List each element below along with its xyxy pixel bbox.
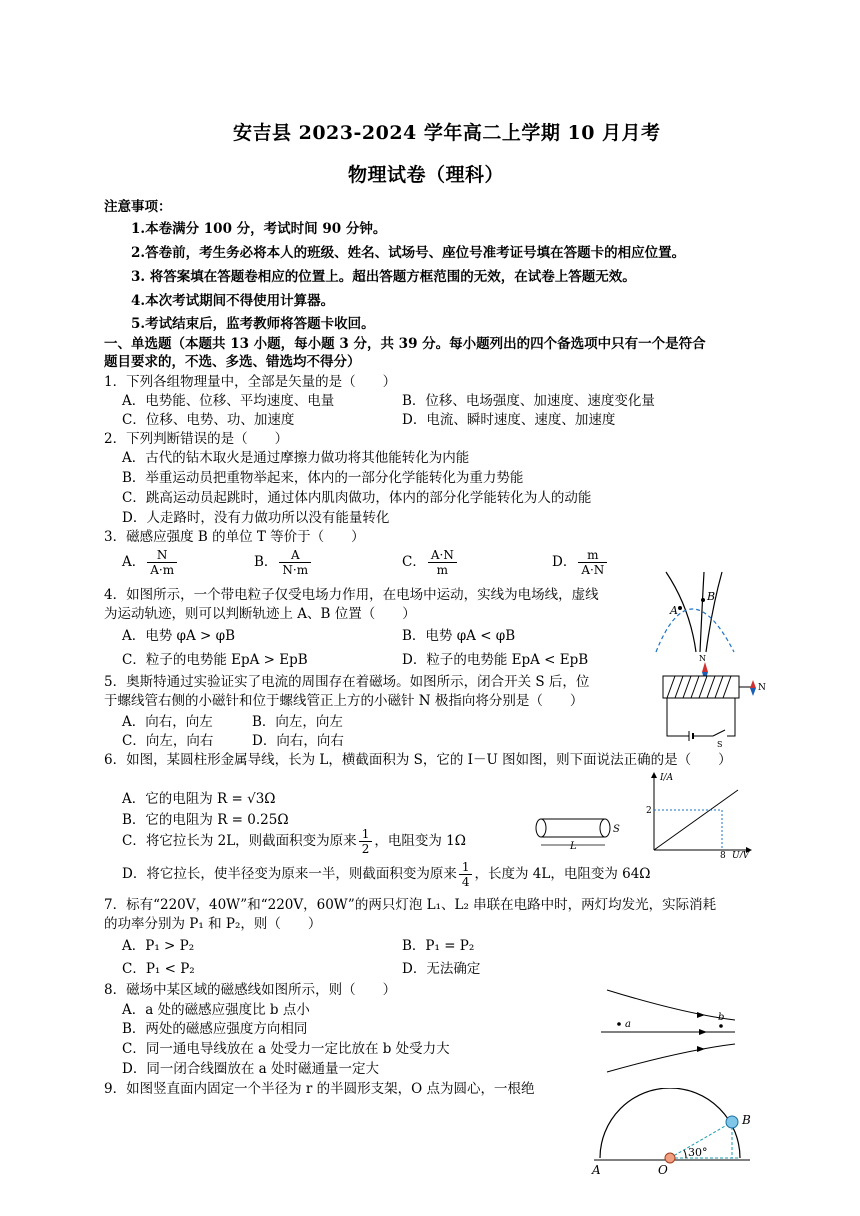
- q5-option-d: D．向右，向右: [252, 733, 344, 749]
- point-a-label: A: [592, 1163, 601, 1176]
- q5-solenoid-diagram: [655, 652, 770, 748]
- numerator: 1: [359, 827, 373, 842]
- q8-option-c: C．同一通电导线放在 a 处受力一定比放在 b 处受力大: [122, 1041, 450, 1057]
- point-o-label: O: [658, 1163, 668, 1176]
- needle-n-label: N: [699, 654, 706, 663]
- q5-option-b: B．向左，向左: [252, 714, 343, 730]
- q4-stem: 4．如图所示，一个带电粒子仅受电场力作用，在电场中运动，实线为电场线，虚线: [104, 587, 599, 603]
- y-axis-label: I/A: [660, 773, 674, 783]
- q5-stem: 5．奥斯特通过实验证实了电流的周围存在着磁场。如图所示，闭合开关 S 后，位: [104, 674, 590, 690]
- exam-subtitle: 物理试卷（理科）: [348, 164, 505, 186]
- denominator: N·m: [282, 563, 309, 577]
- q4-field-diagram: [650, 568, 740, 656]
- numerator: A·N: [428, 548, 457, 563]
- q8-option-b: B．两处的磁感应强度方向相同: [122, 1021, 308, 1037]
- notice-item: 4.本次考试期间不得使用计算器。: [131, 293, 335, 309]
- q6-option-a: A．它的电阻为 R = √3Ω: [122, 791, 276, 807]
- angle-label: 30°: [688, 1146, 708, 1159]
- fraction: [428, 548, 457, 577]
- y-tick-label: 2: [646, 806, 652, 816]
- q1-option-d: D．电流、瞬时速度、速度、加速度: [402, 412, 616, 428]
- notice-item: 5.考试结束后，监考教师将答题卡收回。: [131, 316, 375, 332]
- q7-stem-cont: 的功率分别为 P₁ 和 P₂，则（ ）: [104, 916, 322, 932]
- numerator: 1: [459, 860, 473, 875]
- q4-option-d: D．粒子的电势能 EpA < EpB: [402, 652, 589, 668]
- section-heading-cont: 题目要求的，不选、多选、错选均不得分）: [104, 354, 361, 370]
- q1-option-b: B．位移、电场强度、加速度、速度变化量: [402, 393, 655, 409]
- q1-option-a: A．电势能、位移、平均速度、电量: [122, 393, 335, 409]
- q4-option-c: C．粒子的电势能 EpA > EpB: [122, 652, 308, 668]
- denominator: A·N: [581, 563, 605, 577]
- q1-stem: 1．下列各组物理量中，全部是矢量的是（ ）: [104, 374, 397, 390]
- q5-option-c: C．向左，向右: [122, 733, 214, 749]
- notice-heading: 注意事项：: [104, 199, 172, 215]
- option-letter: A．: [122, 554, 146, 570]
- denominator: 2: [361, 842, 370, 856]
- fraction: [359, 827, 373, 856]
- option-letter: C．: [402, 554, 426, 570]
- q1-option-c: C．位移、电势、功、加速度: [122, 412, 295, 428]
- notice-item: 2.答卷前，考生务必将本人的班级、姓名、试场号、座位号准考证号填在答题卡的相应位置。: [131, 245, 686, 261]
- q5-option-a: A．向右，向左: [122, 714, 213, 730]
- q3-option-d: [552, 548, 609, 577]
- q7-option-d: D．无法确定: [402, 961, 481, 977]
- q2-option-a: A．古代的钻木取火是通过摩擦力做功将其他能转化为内能: [122, 450, 470, 466]
- point-a-label: a: [625, 1019, 631, 1030]
- switch-s-label: S: [717, 740, 723, 748]
- q6-wire-diagram: [533, 812, 625, 852]
- q9-stem: 9．如图竖直面内固定一个半径为 r 的半圆形支架，O 点为圆心，一根绝: [104, 1081, 535, 1097]
- point-b-label: B: [707, 590, 716, 603]
- x-axis-label: U/V: [732, 851, 750, 858]
- point-b-label: B: [742, 1113, 751, 1127]
- q5-stem-cont: 于螺线管右侧的小磁针和位于螺线管正上方的小磁针 N 极指向将分别是（ ）: [104, 693, 584, 709]
- option-text: D．将它拉长，使半径变为原来一半，则截面积变为原来: [122, 866, 457, 882]
- option-text: ，长度为 4L，电阻变为 64Ω: [474, 866, 651, 882]
- denominator: 4: [461, 875, 470, 889]
- fraction: [459, 860, 473, 889]
- notice-item: 3. 将答案填在答题卷相应的位置上。超出答题方框范围的无效，在试卷上答题无效。: [131, 269, 636, 285]
- q2-option-d: D．人走路时，没有力做功所以没有能量转化: [122, 510, 390, 526]
- q7-option-b: B．P₁ = P₂: [402, 938, 475, 954]
- q8-field-lines-diagram: [595, 986, 745, 1076]
- x-tick-label: 8: [720, 851, 726, 858]
- exam-title: 安吉县 2023-2024 学年高二上学期 10 月月考: [233, 122, 661, 144]
- option-text: ，电阻变为 1Ω: [374, 833, 466, 849]
- denominator: m: [436, 563, 449, 577]
- fraction: [578, 548, 607, 577]
- option-text: C．将它拉长为 2L，则截面积变为原来: [122, 833, 357, 849]
- q6-option-b: B．它的电阻为 R = 0.25Ω: [122, 812, 289, 828]
- q2-option-b: B．举重运动员把重物举起来，体内的一部分化学能转化为重力势能: [122, 470, 524, 486]
- q9-semicircle-diagram: [590, 1088, 760, 1176]
- q8-stem: 8．磁场中某区域的磁感线如图所示，则（ ）: [104, 982, 397, 998]
- q7-option-a: A．P₁ > P₂: [122, 938, 195, 954]
- fraction: [147, 548, 177, 577]
- area-label: S: [613, 824, 620, 835]
- fraction: [279, 548, 311, 577]
- q7-option-c: C．P₁ < P₂: [122, 961, 195, 977]
- length-label: L: [570, 841, 577, 852]
- q3-option-a: [122, 548, 179, 577]
- denominator: A·m: [150, 563, 175, 577]
- option-letter: D．: [552, 554, 577, 570]
- q8-option-a: A．a 处的磁感应强度比 b 点小: [122, 1002, 310, 1018]
- q6-stem: 6．如图，某圆柱形金属导线，长为 L，横截面积为 S，它的 I－U 图如图，则下面说法正确的是（ ）: [104, 752, 732, 768]
- q3-option-c: [402, 548, 459, 577]
- numerator: A: [279, 548, 311, 563]
- q3-option-b: [254, 548, 313, 577]
- q3-stem: 3．磁感应强度 B 的单位 T 等价于（ ）: [104, 529, 365, 545]
- option-letter: B．: [254, 554, 278, 570]
- q2-stem: 2．下列判断错误的是（ ）: [104, 431, 289, 447]
- q7-stem: 7．标有“220V，40W”和“220V，60W”的两只灯泡 L₁、L₂ 串联在电路中时，两灯均发光，实际消耗: [104, 897, 717, 913]
- q6-iu-graph: [640, 770, 760, 858]
- q2-option-c: C．跳高运动员起跳时，通过体内肌肉做功，体内的部分化学能转化为人的动能: [122, 490, 592, 506]
- numerator: m: [578, 548, 607, 563]
- q6-option-c: [122, 827, 466, 856]
- point-b-label: b: [718, 1012, 725, 1023]
- point-a-label: A: [670, 604, 678, 617]
- q8-option-d: D．同一闭合线圈放在 a 处时磁通量一定大: [122, 1061, 379, 1077]
- section-heading: 一、单选题（本题共 13 小题，每小题 3 分，共 39 分。每小题列出的四个备选项中只有一个是符合: [104, 336, 706, 352]
- q6-option-d: [122, 860, 650, 889]
- needle-n-label: N: [758, 683, 766, 693]
- q4-option-b: B．电势 φA < φB: [402, 628, 516, 644]
- q4-stem-cont: 为运动轨迹，则可以判断轨迹上 A、B 位置（ ）: [104, 606, 416, 622]
- q4-option-a: A．电势 φA > φB: [122, 628, 236, 644]
- numerator: N: [147, 548, 177, 563]
- notice-item: 1.本卷满分 100 分，考试时间 90 分钟。: [131, 221, 387, 237]
